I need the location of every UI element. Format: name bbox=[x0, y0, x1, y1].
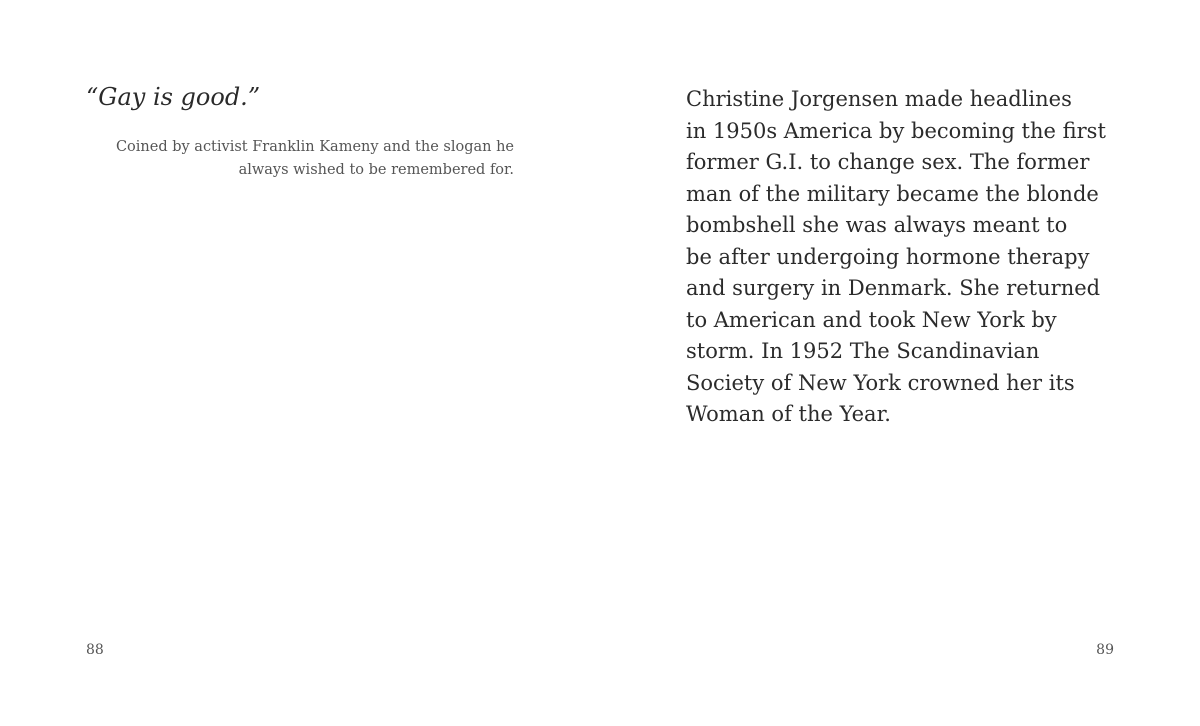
body-line: Woman of the Year. bbox=[686, 402, 891, 426]
body-line: in 1950s America by becoming the first bbox=[686, 118, 1106, 143]
body-line: man of the military became the blonde bbox=[686, 181, 1099, 206]
body-paragraph bbox=[686, 84, 1156, 431]
attribution-line: always wished to be remembered for. bbox=[238, 162, 514, 178]
attribution-line: Coined by activist Franklin Kameny and the slogan he bbox=[115, 139, 514, 155]
page-number-left: 88 bbox=[86, 642, 104, 658]
body-line: bombshell she was always meant to bbox=[686, 213, 1068, 237]
pull-quote: “Gay is good.” bbox=[86, 83, 261, 111]
body-line: storm. In 1952 The Scandinavian bbox=[686, 339, 1040, 363]
body-line: and surgery in Denmark. She returned bbox=[686, 276, 1101, 300]
body-line: Christine Jorgensen made headlines bbox=[686, 87, 1072, 111]
body-line: former G.I. to change sex. The former bbox=[686, 150, 1090, 174]
page-number-right: 89 bbox=[1096, 642, 1114, 658]
body-line: to American and took New York by bbox=[686, 307, 1057, 332]
body-line: Society of New York crowned her its bbox=[686, 370, 1075, 395]
body-line: be after undergoing hormone therapy bbox=[686, 244, 1090, 269]
quote-attribution bbox=[86, 136, 514, 182]
right-page bbox=[600, 0, 1200, 726]
